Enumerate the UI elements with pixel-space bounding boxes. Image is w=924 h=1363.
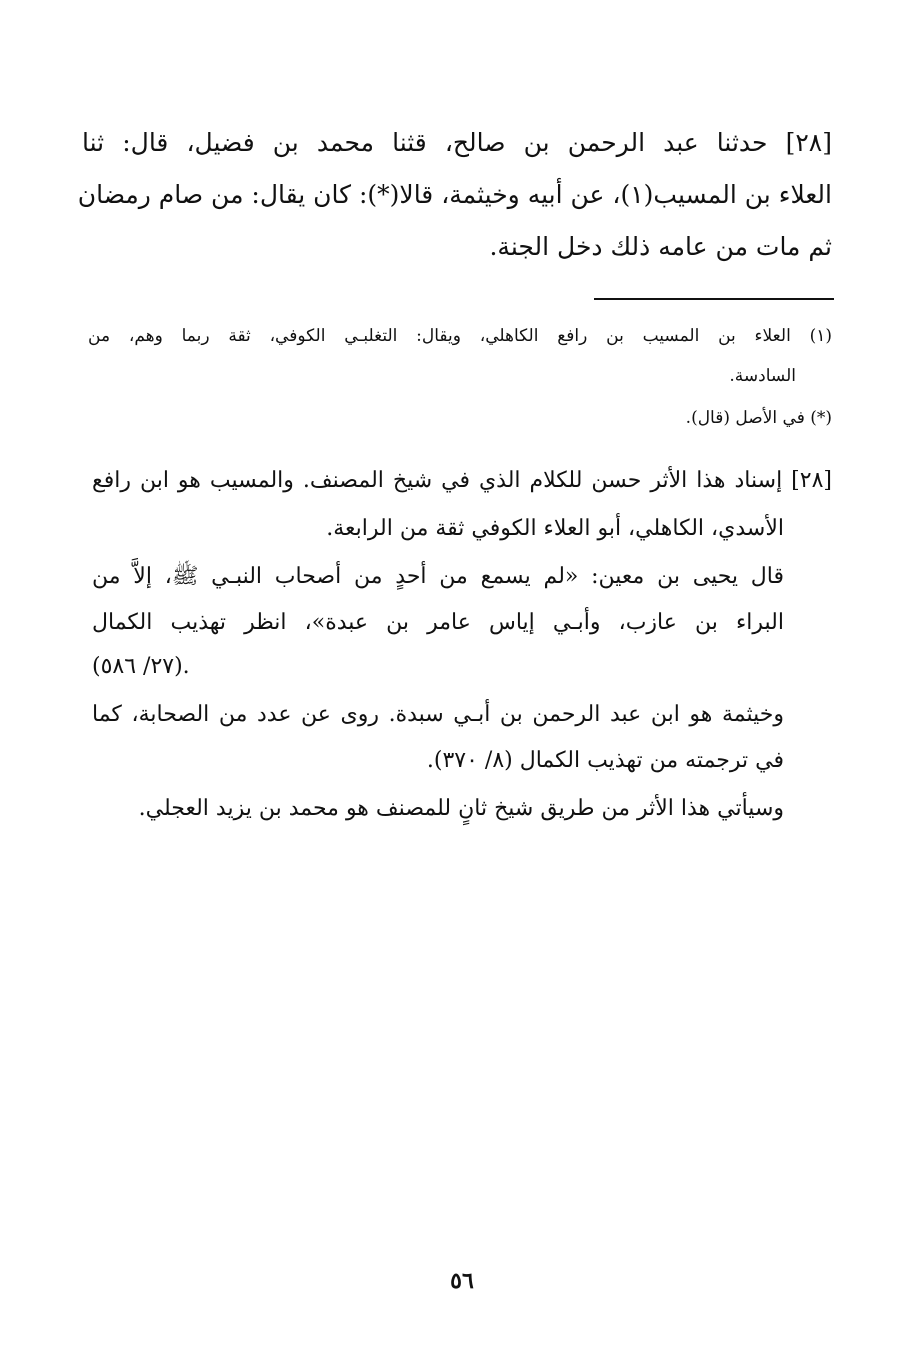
commentary-line-3: قال يحيى بن معين: «لم يسمع من أحدٍ من أصحاب النبـي ﷺ، إلاَّ من <box>92 564 784 589</box>
commentary-line-2: الأسدي، الكاهلي، أبو العلاء الكوفي ثقة من الرابعة. <box>326 516 784 541</box>
commentary-line-1: [٢٨] إسناد هذا الأثر حسن للكلام الذي في شيخ المصنف. والمسيب هو ابن رافع <box>92 468 832 493</box>
commentary-line-8: وسيأتي هذا الأثر من طريق شيخ ثانٍ للمصنف هو محمد بن يزيد العجلي. <box>138 796 784 821</box>
commentary-line-4: البراء بن عازب، وأبـي إياس عامر بن عبدة»، انظر تهذيب الكمال <box>92 610 784 635</box>
page-number: ٥٦ <box>450 1268 474 1294</box>
main-text-line-2: العلاء بن المسيب(١)، عن أبيه وخيثمة، قالا(*): كان يقال: من صام رمضان <box>77 180 832 209</box>
footnote-1-line-1: (١) العلاء بن المسيب بن رافع الكاهلي، ويقال: التغلبـي الكوفي، ثقة ربما وهم، من <box>88 326 832 346</box>
commentary-line-6: وخيثمة هو ابن عبد الرحمن بن أبـي سبدة. روى عن عدد من الصحابة، كما <box>92 702 784 727</box>
footnote-2: (*) في الأصل (قال). <box>685 408 832 428</box>
footnote-separator <box>594 298 834 300</box>
main-text-line-1: [٢٨] حدثنا عبد الرحمن بن صالح، قثنا محمد بن فضيل، قال: ثنا <box>82 128 832 157</box>
commentary-line-7: في ترجمته من تهذيب الكمال (٨/ ٣٧٠). <box>426 748 784 773</box>
main-text-line-3: ثم مات من عامه ذلك دخل الجنة. <box>489 232 832 261</box>
commentary-line-5: (٢٧/ ٥٨٦). <box>92 654 190 679</box>
footnote-1-line-2: السادسة. <box>729 366 796 386</box>
